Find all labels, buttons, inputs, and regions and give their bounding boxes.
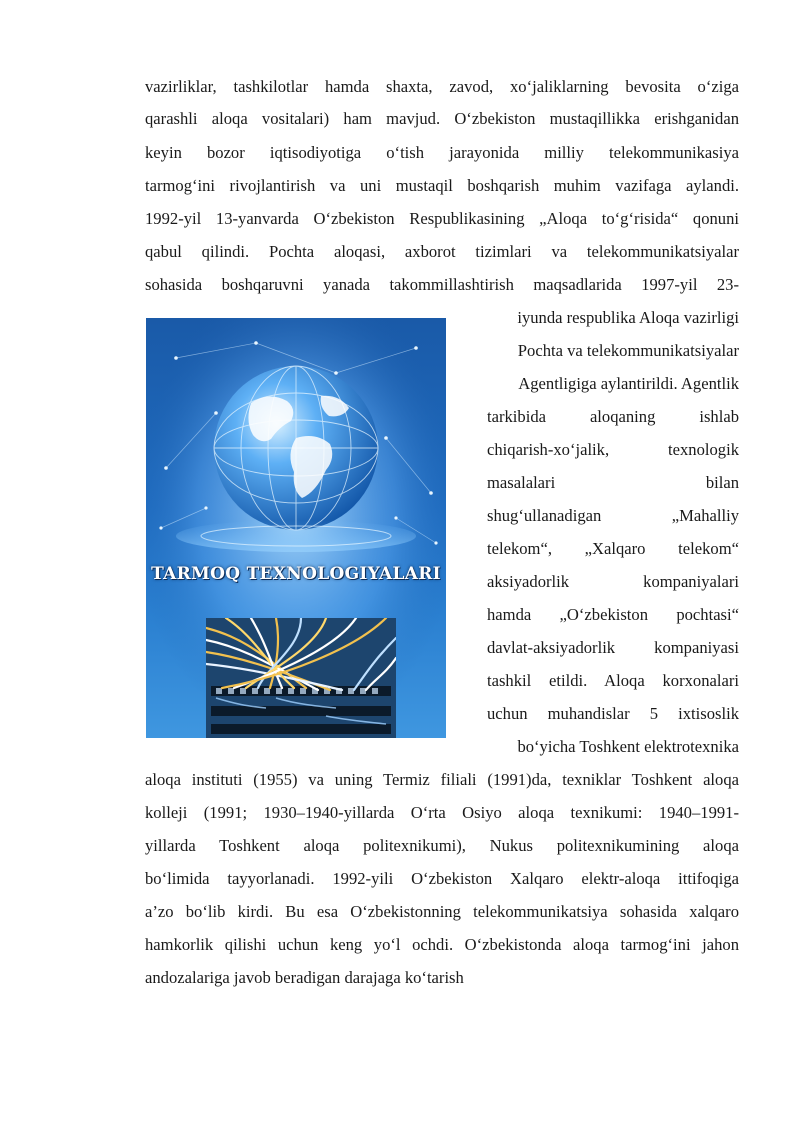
paragraph-line: keyin bozor iqtisodiyotiga o‘tish jarayonida milliy telekommunikasiya <box>145 143 739 162</box>
side-text-line: masalalari bilan <box>487 473 739 492</box>
paragraph-line: yillarda Toshkent aloqa politexnikumi), Nukus politexnikumining aloqa <box>145 836 739 855</box>
paragraph-line: hamkorlik qilishi uchun keng yo‘l ochdi. O‘zbekistonda aloqa tarmog‘ini jahon <box>145 935 739 954</box>
side-text-line: Pochta va telekommunikatsiyalar <box>517 341 739 360</box>
side-text-line: davlat-aksiyadorlik kompaniyasi <box>487 638 739 657</box>
paragraph-line: sohasida boshqaruvni yanada takommillashtirish maqsadlarida 1997-yil 23- <box>145 275 739 294</box>
paragraph-line: andozalariga javob beradigan darajaga ko‘tarish <box>145 968 464 987</box>
network-cables-icon <box>206 618 396 738</box>
side-text-line: aksiyadorlik kompaniyalari <box>487 572 739 591</box>
side-text-line: iyunda respublika Aloqa vazirligi <box>517 308 739 327</box>
book-cover-image <box>146 318 446 738</box>
side-text-line: hamda „O‘zbekiston pochtasi“ <box>487 605 739 624</box>
side-text-line: uchun muhandislar 5 ixtisoslik <box>487 704 739 723</box>
side-text-line: tarkibida aloqaning ishlab <box>487 407 739 426</box>
side-text-line: shug‘ullanadigan „Mahalliy <box>487 506 739 525</box>
paragraph-line: qabul qilindi. Pochta aloqasi, axborot tizimlari va telekommunikatsiyalar <box>145 242 739 261</box>
paragraph-line: qarashli aloqa vositalari) ham mavjud. O‘zbekiston mustaqillikka erishganidan <box>145 109 739 128</box>
side-text-line: tashkil etildi. Aloqa korxonalari <box>487 671 739 690</box>
side-text-line: bo‘yicha Toshkent elektrotexnika <box>517 737 739 756</box>
book-cover-title: TARMOQ TEXNOLOGIYALARI <box>151 564 441 584</box>
paragraph-line: 1992-yil 13-yanvarda O‘zbekiston Respublikasining „Aloqa to‘g‘risida“ qonuni <box>145 209 739 228</box>
side-text-line: telekom“, „Xalqaro telekom“ <box>487 539 739 558</box>
side-text-line: chiqarish-xo‘jalik, texnologik <box>487 440 739 459</box>
paragraph-line: a’zo bo‘lib kirdi. Bu esa O‘zbekistonning telekommunikatsiya sohasida xalqaro <box>145 902 739 921</box>
side-text-line: Agentligiga aylantirildi. Agentlik <box>518 374 739 393</box>
paragraph-line: kolleji (1991; 1930–1940-yillarda O‘rta Osiyo aloqa texnikumi: 1940–1991- <box>145 803 739 822</box>
paragraph-line: bo‘limida tayyorlanadi. 1992-yili O‘zbekiston Xalqaro elektr-aloqa ittifoqiga <box>145 869 739 888</box>
paragraph-line: aloqa instituti (1955) va uning Termiz filiali (1991)da, texniklar Toshkent aloqa <box>145 770 739 789</box>
paragraph-line: vazirliklar, tashkilotlar hamda shaxta, zavod, xo‘jaliklarning bevosita o‘ziga <box>145 77 739 96</box>
paragraph-line: tarmog‘ini rivojlantirish va uni mustaqil boshqarish muhim vazifaga aylandi. <box>145 176 739 195</box>
